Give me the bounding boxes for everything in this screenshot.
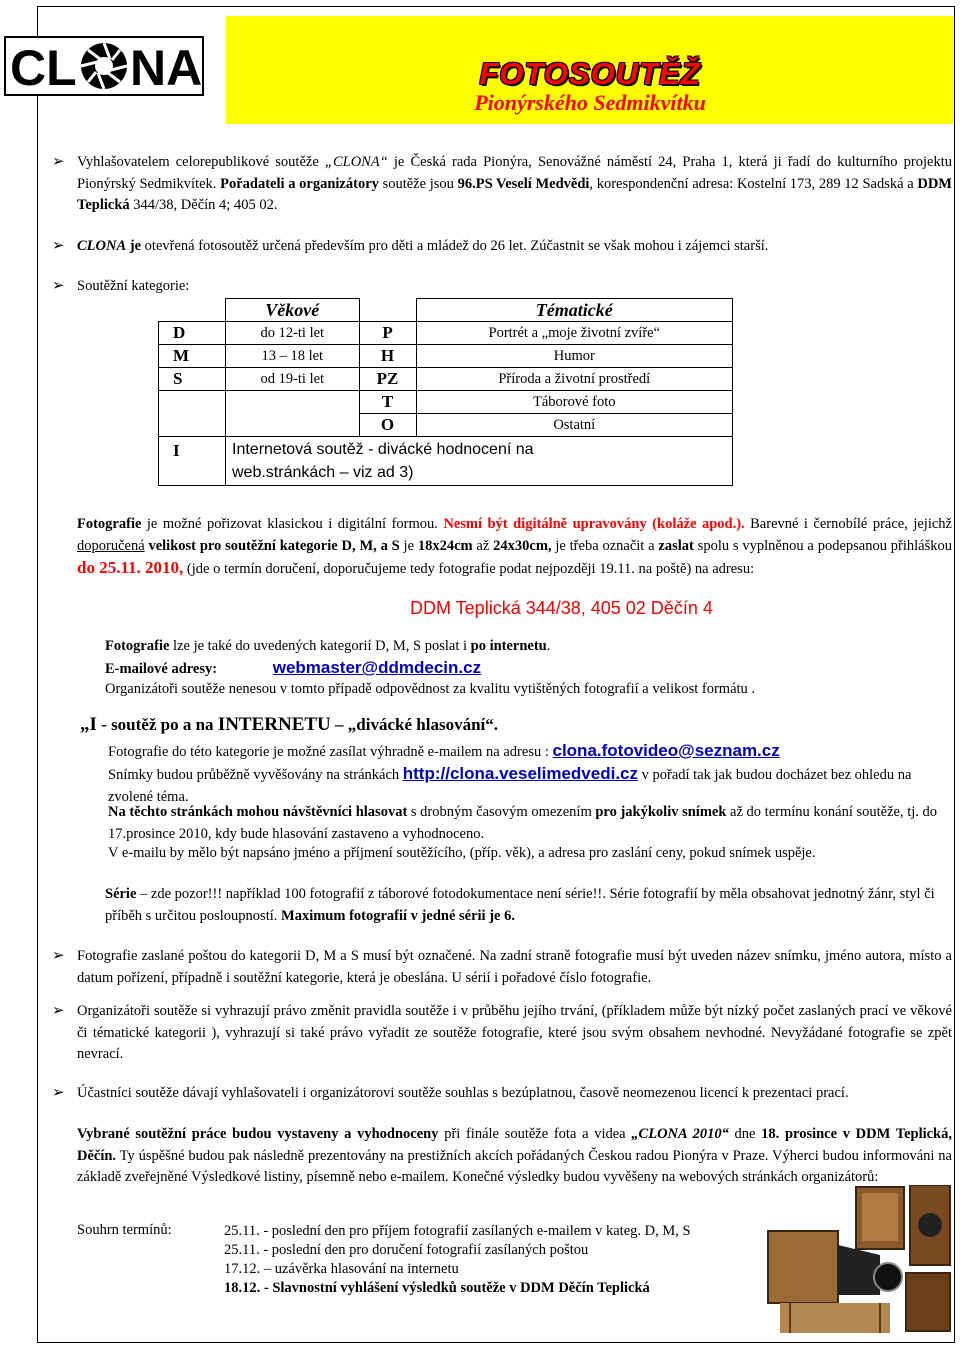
internet-line-1 [108,740,952,764]
cell-theme: Příroda a životní prostředí [416,368,732,391]
page-subtitle: Pionýrského Sedmikvítku [474,90,706,115]
text: . [493,715,498,734]
text: „CLONA“ [324,154,388,170]
list-item [224,1279,691,1298]
text: otevřená fotosoutěž určená především pro děti a mládež do 26 let. Zúčastnit se však mohou i zájemci starší. [144,238,769,254]
table-row [159,368,733,391]
text: až [472,538,494,554]
text: 18. prosince v DDM Teplická, Děčín. [77,1126,952,1164]
text: (jde o termín doručení, doporučujeme tedy fotografie podat nejpozději 19.11. na poště) na adresu: [183,561,755,577]
cell-age: od 19-ti let [226,368,360,391]
text: Fotografie do této kategorie je možné zasílat výhradně e-mailem na adresu : [108,744,553,760]
text: Snímky budou průběžně vyvěšovány na stránkách [108,767,403,783]
text: , korespondenční adresa: Kostelní 173, 289 12 Sadská a [589,175,918,192]
text: 24x30cm, [493,538,552,554]
text: do 25.11. 2010, [77,558,184,577]
text: Maximum fotografií v jedné sérii je 6. [281,907,515,924]
text: je [399,538,418,554]
cell-age: do 12-ti let [226,322,360,345]
theme-header: Tématické [416,299,732,322]
text: INTERNETU [217,714,331,735]
text: CLONA [77,238,127,254]
text: Fotografie [105,638,170,654]
text: – „divácké hlasování“ [330,715,494,734]
list-item [224,1241,691,1260]
text: - soutěž po a na [96,715,218,734]
series-paragraph [105,884,952,927]
schedule-item: 25.11. - poslední den pro doručení fotografií zasílaných poštou [224,1242,589,1258]
arrow-bullet-icon: ➢ [52,236,65,254]
rule-2: Organizátoři soutěže si vyhrazují právo změnit pravidla soutěže i v průběhu jejího trvání, (příkladem může být nízký počet zaslaných prací ve věkové či tématické kategorii ), vyhrazují si také právo vyřadit ze soutěže fotografie, které jsou svým obsahem nevhodné. Nevyžádané fotografie se zpět nevrací. [77,1003,952,1062]
internet-line-3 [108,802,952,845]
contest-email-link[interactable]: clona.fotovideo@seznam.cz [552,741,780,760]
cell-tcode: H [359,345,416,368]
cell-code: I [159,437,226,486]
schedule-label: Souhrn termínů: [77,1222,172,1238]
rule-3: Účastníci soutěže dávají vyhlašovateli i organizátorovi soutěže souhlas s bezúplatnou, časově neomezenou licencí k prezentaci prací. [77,1085,849,1101]
cell-tcode: PZ [359,368,416,391]
table-row [159,322,733,345]
text: Vyhlašovatelem celorepublikové soutěže [77,154,325,170]
text: je [126,238,145,254]
schedule-item: 25.11. - poslední den pro příjem fotografií zasílaných e-mailem v kateg. D, M, S [224,1223,691,1239]
arrow-bullet-icon: ➢ [52,152,65,170]
list-item [224,1260,691,1279]
text: lze je také do uvedených kategorií D, M, S poslat i [169,638,471,654]
text: velikost pro soutěžní kategorie D, M, a S [144,538,400,554]
text: Nesmí být digitálně upravovány (koláže apod.). [443,516,745,532]
svg-text:CL: CL [10,40,77,94]
text: spolu s vyplněnou a podepsanou přihláškou [693,538,952,554]
arrow-bullet-icon: ➢ [52,1001,65,1019]
intro-paragraph-1 [77,152,952,217]
table-row [159,414,733,437]
text: je třeba označit a [551,538,659,554]
category-table [158,298,733,486]
cell-theme: Ostatní [416,414,732,437]
schedule-list [224,1222,691,1298]
text: s drobným časovým omezením [407,804,596,820]
cell-code [159,391,226,414]
text: je Česká rada Pionýra, Senovážné náměstí 24, Praha 1, která ji řadí do kulturního projektu Pionýrský Sedmikvítek. [77,154,952,192]
postal-address: DDM Teplická 344/38, 405 02 Děčín 4 [410,598,713,618]
text: 18x24cm [417,538,473,554]
table-row [159,437,733,486]
categories-heading: Soutěžní kategorie: [77,278,190,294]
rule-4 [77,1124,952,1189]
text: soutěže jsou [378,175,458,192]
internet-category-cell: Internetová soutěž - divácké hodnocení na web.stránkách – viz ad 3) [226,437,733,486]
email-link[interactable]: webmaster@ddmdecin.cz [272,658,482,677]
title-banner [226,16,954,124]
table-row [159,345,733,368]
internet-send-line [105,636,952,658]
text: zaslat [658,538,694,554]
text: „CLONA 2010“ [631,1126,729,1142]
cell-tcode: T [359,391,416,414]
text: . [546,638,551,654]
list-item [224,1222,691,1241]
text: dne [728,1126,762,1142]
cell-code [159,414,226,437]
cell-code: S [159,368,226,391]
text: 96.PS Veselí Medvědi [457,175,590,192]
cell-theme: Humor [416,345,732,368]
cell-tcode: O [359,414,416,437]
text: – zde pozor!!! například 100 fotografií z táborové fotodokumentace není série!!. Série fotografií by měla obsahovat jednotný žánr, styl či příběh s určitou posloupností. [105,886,935,924]
photo-paragraph [77,513,952,580]
email-line [105,657,952,681]
arrow-bullet-icon: ➢ [52,946,65,964]
cell-age [226,414,360,437]
text: Vybrané soutěžní práce budou vystaveny a vyhodnoceny [77,1126,439,1142]
table-cell [159,299,226,322]
text: Ty úspěšné budou pak následně prezentovány na prestižních akcích pořádaných Českou radou Pionýra v Praze. Výherci budou informováni na základě zveřejněné Výsledkové listiny, písemně nebo e-mailem. Konečné výsledky budou vyvěšeny na webových stránkách organizátorů: [77,1147,952,1185]
text: Na těchto stránkách mohou návštěvníci hlasovat [108,804,408,820]
clona-logo [4,36,204,96]
table-row [159,391,733,414]
vintage-cameras-image [760,1185,954,1337]
internet-line-4: V e-mailu by mělo být napsáno jméno a příjmení soutěžícího, (příp. věk), a adresa pro zaslání ceny, pokud snímek uspěje. [108,845,816,861]
cell-age [226,391,360,414]
email-label: E-mailové adresy: [105,661,218,677]
text: po internetu [470,638,547,654]
cell-theme: Portrét a „moje životní zvíře“ [416,322,732,345]
cell-code: M [159,345,226,368]
text: DDM Teplická [77,175,952,213]
rule-1: Fotografie zaslané poštou do kategorii D, M a S musí být označené. Na zadní straně fotografie musí být uveden název snímku, jméno autora, místo a datum pořízení, případně i soutěžní kategorie, která je obeslána. U sérií i pořadové číslo fotografie. [77,948,952,986]
internet-heading [80,714,952,736]
text: Fotografie [77,516,142,532]
arrow-bullet-icon: ➢ [52,1083,65,1101]
text: až do termínu konání soutěže, tj. do 17.prosince 2010, kdy bude hlasování zastaveno a vyhodnoceno. [108,804,938,842]
intro-paragraph-2 [77,236,952,258]
text: Barevné i černobílé práce, jejichž [744,516,952,532]
disclaimer: Organizátoři soutěže nenesou v tomto případě odpovědnost za kvalitu vytištěných fotografií a velikost formátu . [105,681,756,697]
page-title: FOTOSOUTĚŽ [479,56,701,91]
text: pro jakýkoliv snímek [595,804,727,820]
text: Pořadateli a organizátory [220,175,379,192]
text: Série [105,886,137,902]
text: je možné pořizovat klasickou i digitální formou. [141,516,444,532]
arrow-bullet-icon: ➢ [52,276,65,294]
contest-url-link[interactable]: http://clona.veselimedvedi.cz [402,764,639,783]
text: při finále soutěže fota a videa [438,1126,632,1142]
text: 344/38, Děčín 4; 405 02. [129,197,278,213]
cell-code: D [159,322,226,345]
text: doporučená [77,538,145,554]
table-cell [359,299,416,322]
age-header: Věkové [226,299,360,322]
cell-theme: Táborové foto [416,391,732,414]
cell-tcode: P [359,322,416,345]
text: „I [80,714,97,735]
svg-text:NA: NA [130,40,202,94]
schedule-item: 18.12. - Slavnostní vyhlášení výsledků soutěže v DDM Děčín Teplická [224,1280,650,1296]
schedule-item: 17.12. – uzávěrka hlasování na internetu [224,1261,459,1277]
text: v pořadí tak jak budou docházet bez ohledu na zvolené téma. [108,767,912,805]
cell-age: 13 – 18 let [226,345,360,368]
